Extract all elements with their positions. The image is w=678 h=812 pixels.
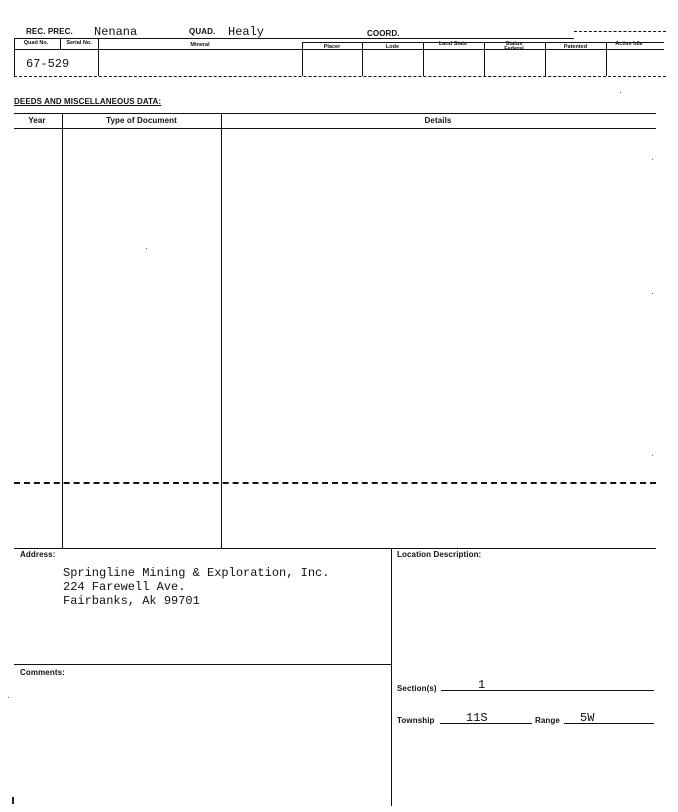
scan-mark <box>12 797 14 804</box>
range-label: Range <box>535 716 560 725</box>
scan-speck <box>652 293 653 294</box>
township-value: 11S <box>466 711 488 725</box>
rec-prec-value: Nenana <box>94 25 138 39</box>
deeds-section-title: DEEDS AND MISCELLANEOUS DATA: <box>14 97 162 106</box>
address-location-divider <box>391 548 392 806</box>
header-rule-dashed <box>574 31 666 32</box>
scan-speck <box>8 697 9 698</box>
col-land-state: Land State <box>438 41 468 47</box>
claim-table-divider <box>98 38 99 76</box>
section-value: 1 <box>478 678 486 692</box>
col-serial-no: Serial No. <box>66 40 92 46</box>
range-value: 5W <box>580 711 595 725</box>
address-line-2: 224 Farewell Ave. <box>63 580 186 594</box>
deeds-bottom-rule <box>14 548 656 549</box>
col-mineral: Mineral <box>190 42 210 48</box>
township-label: Township <box>397 716 435 725</box>
col-status-federal: Status Federal <box>504 41 524 52</box>
col-placer: Placer <box>323 44 341 50</box>
address-line-3: Fairbanks, Ak 99701 <box>63 594 200 608</box>
col-active-idle: Active Idle <box>615 41 643 47</box>
quad-no-value: 67-529 <box>26 57 70 71</box>
deeds-dashed-rule <box>14 482 656 484</box>
col-year: Year <box>28 116 46 125</box>
claim-table-bottom-dashed <box>14 76 666 77</box>
quad-value: Healy <box>228 25 265 39</box>
section-label: Section(s) <box>397 684 437 693</box>
claim-table-divider <box>606 42 607 76</box>
deeds-table-top-rule <box>14 113 656 114</box>
col-lode: Lode <box>385 44 400 50</box>
address-comments-rule <box>14 664 391 665</box>
claim-table-top-rule <box>302 42 664 43</box>
scan-speck <box>146 248 147 249</box>
col-patented: Patented <box>563 44 588 50</box>
claim-table-left-border <box>14 38 15 76</box>
coord-label: COORD. <box>367 29 400 38</box>
deeds-table-header-rule <box>14 128 656 129</box>
section-underline <box>441 690 654 691</box>
claim-table-divider <box>484 42 485 76</box>
col-quad-no: Quad No. <box>23 40 49 46</box>
quad-label: QUAD. <box>189 27 216 36</box>
claim-table-divider <box>60 38 61 49</box>
address-label: Address: <box>20 550 56 559</box>
rec-prec-label: REC. PREC. <box>26 27 73 36</box>
address-line-1: Springline Mining & Exploration, Inc. <box>63 566 330 580</box>
claim-table-divider <box>423 42 424 76</box>
col-type-of-document: Type of Document <box>106 116 177 125</box>
comments-label: Comments: <box>20 668 65 677</box>
scan-speck <box>620 92 621 93</box>
scan-speck <box>652 159 653 160</box>
location-description-label: Location Description: <box>397 550 482 559</box>
col-details: Details <box>424 116 452 125</box>
range-underline <box>564 723 654 724</box>
scan-speck <box>652 455 653 456</box>
